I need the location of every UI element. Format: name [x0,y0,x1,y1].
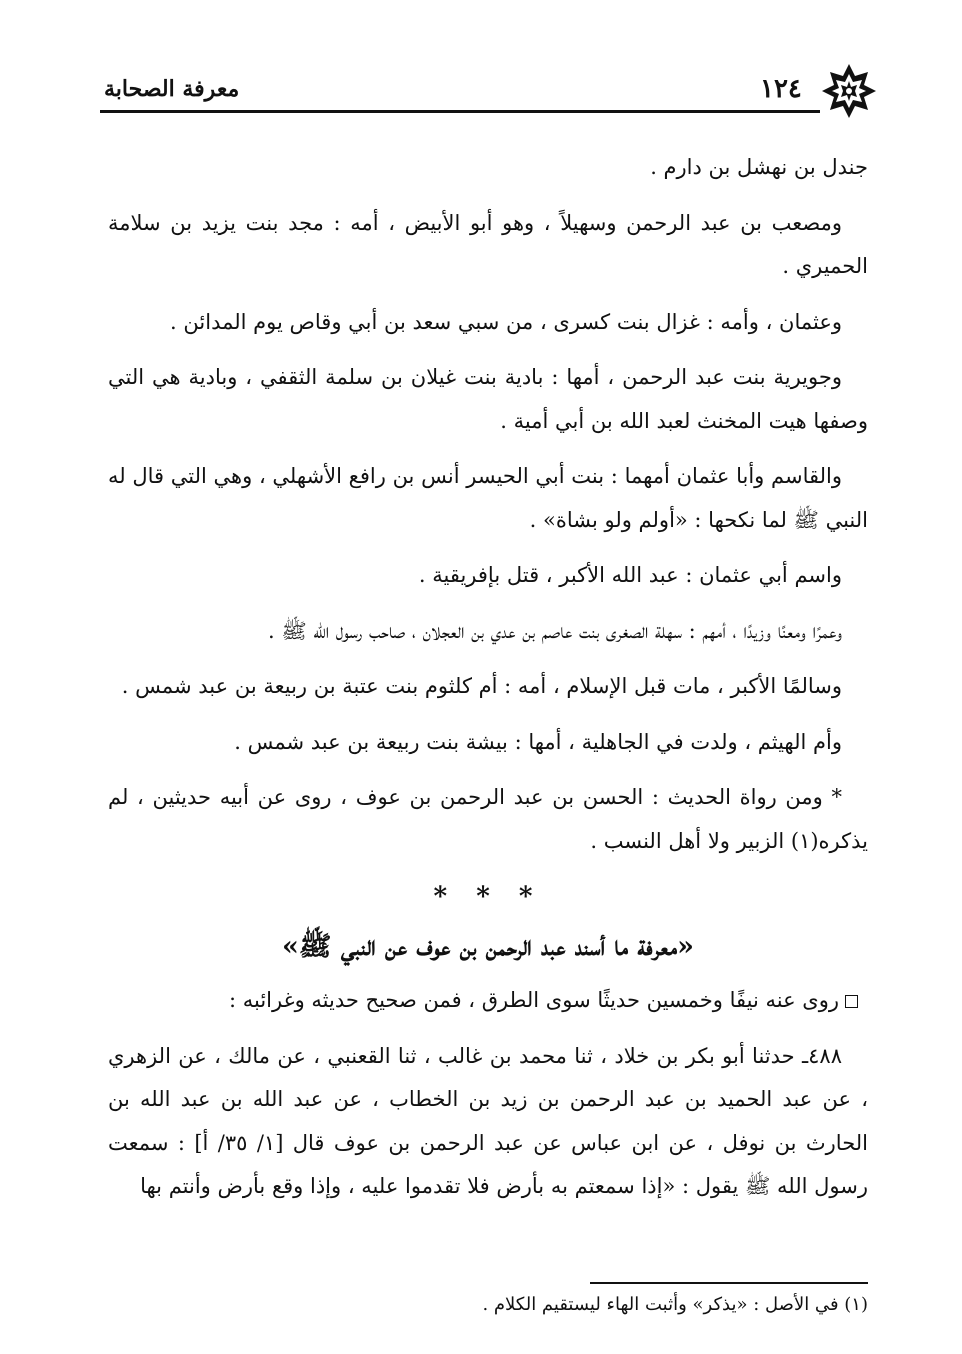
main-text [108,146,868,1221]
hadith-paragraph: ٤٨٨ـ حدثنا أبو بكر بن خلاد ، ثنا محمد بن غالب ، ثنا القعنبي ، عن مالك ، عن الزهري ، عن عبد الحميد بن عبد الرحمن بن زيد بن الخطاب ، عن عبد الله بن عبد الله بن الحارث بن نوفل ، عن ابن عباس عن عبد الرحمن بن عوف قال [١/ ٣٥/ أ] : سمعت رسول الله ﷺ يقول : «إذا سمعتم به بأرض فلا تقدموا عليه ، وإذا وقع بأرض وأنتم بها [108,1043,868,1198]
page-number: ١٢٤ [760,74,802,104]
intro-line [108,979,868,1023]
star-ornament-icon [820,62,878,120]
paragraph-6: واسم أبي عثمان : عبد الله الأكبر ، قتل بإفريقية . [418,563,842,587]
page-header [100,66,878,116]
book-title: معرفة الصحابة [104,76,240,102]
square-bullet-icon [845,995,858,1008]
section-heading: «معرفة ما أسند عبد الرحمن بن عوف عن النبي ﷺ» [281,931,695,962]
paragraph-1: جندل بن نهشل بن دارم . [650,155,868,179]
footnote: (١) في الأصل : «يذكر» وأثبت الهاء ليستقيم الكلام . [482,1294,868,1315]
paragraph-4: وجويرية بنت عبد الرحمن ، أمها : بادية بنت غيلان بن سلمة الثقفي ، وبادية هي التي وصفها هيت المخنث لعبد الله بن أبي أمية . [108,365,868,433]
paragraph-5: والقاسم وأبا عثمان أمهما : بنت أبي الحيسر أنس بن رافع الأشهلي ، وهي التي قال له النبي ﷺ لما نكحها : «أولم ولو بشاة» . [108,464,868,532]
footnote-rule [590,1282,868,1284]
section-separator: * * * [433,882,543,912]
paragraph-8: وسالمًا الأكبر ، مات قبل الإسلام ، أمه : أم كلثوم بنت عتبة بن ربيعة بن عبد شمس . [121,674,842,698]
paragraph-7: وعمرًا ومعنًا وزيدًا ، أمهم : سهلة الصغرى بنت عاصم بن عدي بن العجلان ، صاحب رسول الله ﷺ . [268,618,842,643]
paragraph-9: وأم الهيثم ، ولدت في الجاهلية ، أمها : بيشة بنت ربيعة بن عبد شمس . [234,729,842,754]
paragraph-10: * ومن رواة الحديث : الحسن بن عبد الرحمن بن عوف ، روى عن أبيه حديثين ، لم يذكره(١) الزبير ولا أهل النسب . [108,785,868,853]
header-rule [100,110,820,113]
paragraph-3: وعثمان ، وأمه : غزال بنت كسرى ، من سبي سعد بن أبي وقاص يوم المدائن . [170,309,842,334]
intro-text: روى عنه نيفًا وخمسين حديثًا سوى الطرق ، فمن صحيح حديثه وغرائبه : [228,988,839,1012]
paragraph-2: ومصعب بن عبد الرحمن وسهيلاً ، وهو أبو الأبيض ، أمه : مجد بنت يزيد بن سلامة الحميري . [108,210,868,278]
